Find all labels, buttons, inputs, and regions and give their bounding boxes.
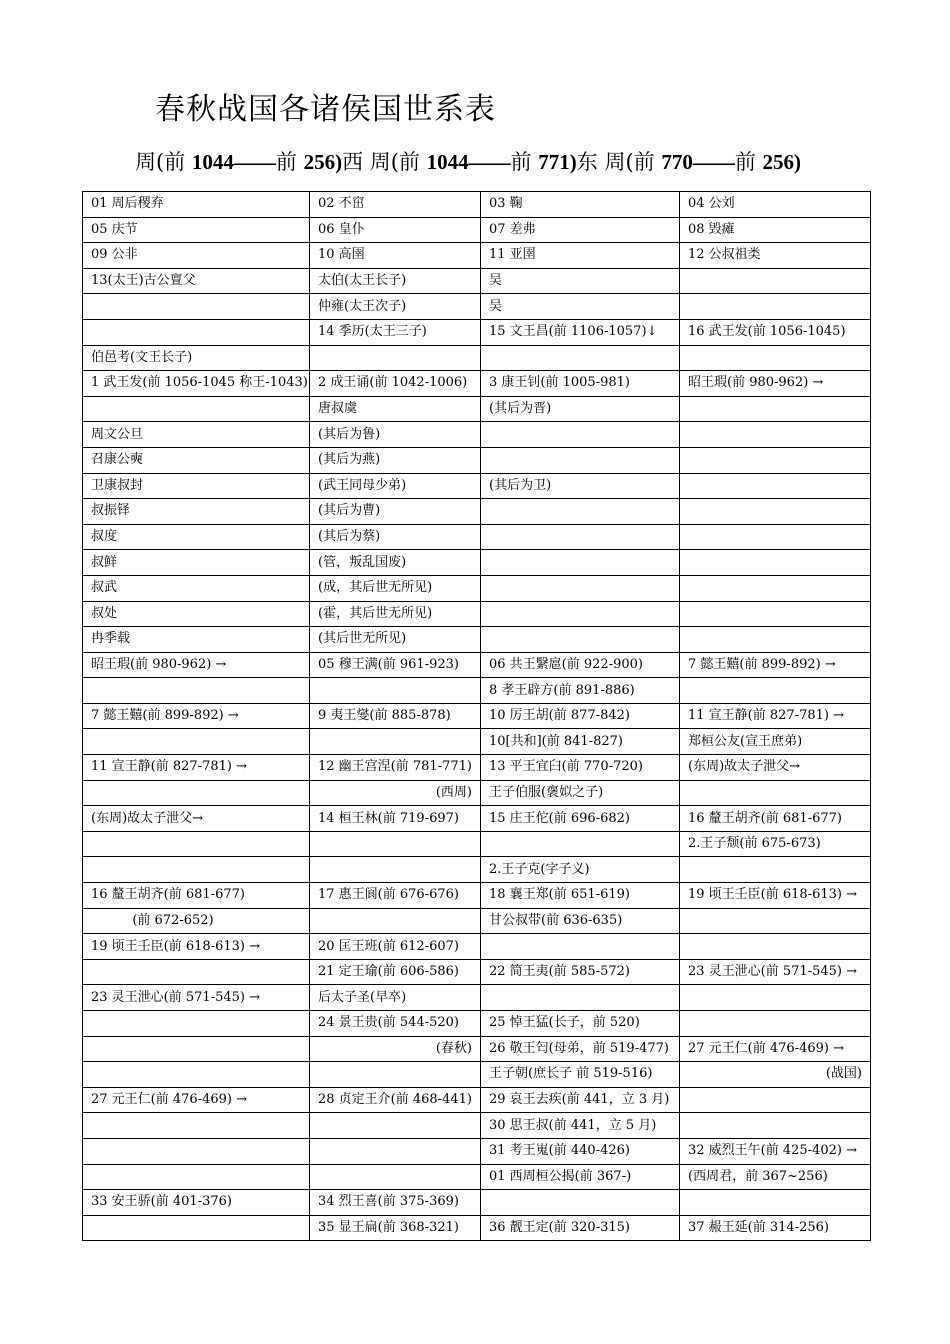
subtitle-part: 1044—— (426, 150, 511, 174)
table-cell (481, 1190, 680, 1216)
table-cell: 周文公旦 (83, 422, 310, 448)
subtitle-part: 周(前 (135, 150, 192, 174)
table-row (83, 1036, 871, 1062)
table-row (83, 883, 871, 909)
table-cell (83, 678, 310, 704)
table-cell: 昭王瑕(前 980-962) → (83, 652, 310, 678)
table-cell: 25 悼王猛(长子，前 520) (481, 1011, 680, 1037)
table-cell (83, 1215, 310, 1241)
table-cell: 11 宣王静(前 827-781) → (83, 755, 310, 781)
table-cell: 23 灵王泄心(前 571-545) → (680, 959, 871, 985)
table-cell (680, 1087, 871, 1113)
table-cell: 06 皇仆 (310, 217, 481, 243)
table-cell (310, 1164, 481, 1190)
table-cell: 28 贞定王介(前 468-441) (310, 1087, 481, 1113)
table-cell: 01 周后稷弃 (83, 192, 310, 218)
table-cell (83, 294, 310, 320)
table-cell (310, 1062, 481, 1088)
table-row (83, 1138, 871, 1164)
table-cell (481, 627, 680, 653)
table-cell: 王子伯服(褒姒之子) (481, 780, 680, 806)
table-row (83, 652, 871, 678)
table-cell (83, 319, 310, 345)
table-row (83, 524, 871, 550)
table-cell (680, 524, 871, 550)
table-cell: 太伯(太王长子) (310, 268, 481, 294)
table-row (83, 908, 871, 934)
table-cell (481, 524, 680, 550)
table-cell: (其后为蔡) (310, 524, 481, 550)
table-cell (680, 1011, 871, 1037)
table-cell (481, 499, 680, 525)
table-cell: (霍，其后世无所见) (310, 601, 481, 627)
table-cell (680, 627, 871, 653)
table-cell (310, 1113, 481, 1139)
table-cell: 昭王瑕(前 980-962) → (680, 371, 871, 397)
table-cell: 36 靓王定(前 320-315) (481, 1215, 680, 1241)
table-cell: 9 夷王燮(前 885-878) (310, 703, 481, 729)
table-cell: 叔武 (83, 575, 310, 601)
table-row (83, 243, 871, 269)
table-cell (310, 345, 481, 371)
table-cell (481, 447, 680, 473)
table-cell: 16 武王发(前 1056-1045) (680, 319, 871, 345)
table-cell: 15 庄王佗(前 696-682) (481, 806, 680, 832)
table-cell (680, 294, 871, 320)
table-row (83, 1164, 871, 1190)
table-cell (680, 934, 871, 960)
table-cell: 7 懿王囏(前 899-892) → (680, 652, 871, 678)
table-cell (83, 1036, 310, 1062)
table-cell: 王子朝(庶长子 前 519-516) (481, 1062, 680, 1088)
table-cell: 07 差弗 (481, 217, 680, 243)
table-cell: 唐叔虞 (310, 396, 481, 422)
table-cell (680, 985, 871, 1011)
table-cell: (管，叛乱国废) (310, 550, 481, 576)
table-cell: (其后为卫) (481, 473, 680, 499)
page-subtitle (135, 146, 801, 176)
subtitle-part: 1044—— (191, 150, 276, 174)
table-row (83, 703, 871, 729)
table-row (83, 857, 871, 883)
table-cell: 04 公刘 (680, 192, 871, 218)
table-cell: (东周)故太子泄父→ (83, 806, 310, 832)
table-cell (680, 396, 871, 422)
table-row (83, 473, 871, 499)
table-cell (481, 422, 680, 448)
table-cell (310, 729, 481, 755)
table-cell (481, 985, 680, 1011)
table-row (83, 396, 871, 422)
table-cell (680, 780, 871, 806)
table-cell: (春秋) (310, 1036, 481, 1062)
table-cell (83, 1164, 310, 1190)
table-cell: 21 定王瑜(前 606-586) (310, 959, 481, 985)
table-row (83, 371, 871, 397)
table-cell: 10[共和](前 841-827) (481, 729, 680, 755)
table-row (83, 601, 871, 627)
table-cell (310, 908, 481, 934)
table-cell (481, 575, 680, 601)
table-row (83, 1011, 871, 1037)
subtitle-part: 256) (303, 150, 343, 174)
subtitle-part: 771) (538, 150, 577, 174)
table-row (83, 959, 871, 985)
table-cell: (其后为曹) (310, 499, 481, 525)
table-cell: 吴 (481, 268, 680, 294)
table-row (83, 1087, 871, 1113)
table-cell: 2 成王诵(前 1042-1006) (310, 371, 481, 397)
subtitle-part: 770—— (661, 150, 735, 174)
table-cell (83, 959, 310, 985)
table-cell: 15 文王昌(前 1106-1057)↓ (481, 319, 680, 345)
table-cell: (战国) (680, 1062, 871, 1088)
table-row (83, 550, 871, 576)
table-cell: 10 厉王胡(前 877-842) (481, 703, 680, 729)
table-cell: 29 哀王去疾(前 441，立 3 月) (481, 1087, 680, 1113)
table-row (83, 217, 871, 243)
table-cell: (西周) (310, 780, 481, 806)
table-cell: 叔处 (83, 601, 310, 627)
table-cell: (其后世无所见) (310, 627, 481, 653)
table-cell: 26 敬王匄(母弟，前 519-477) (481, 1036, 680, 1062)
table-cell (680, 422, 871, 448)
table-cell: 02 不窋 (310, 192, 481, 218)
table-cell: 27 元王仁(前 476-469) → (83, 1087, 310, 1113)
table-row (83, 678, 871, 704)
table-row (83, 627, 871, 653)
table-cell: 31 考王嵬(前 440-426) (481, 1138, 680, 1164)
subtitle-part: 西 周(前 (342, 150, 427, 174)
table-cell: 19 顷王壬臣(前 618-613) → (83, 934, 310, 960)
table-cell (680, 447, 871, 473)
table-row (83, 755, 871, 781)
table-cell: 甘公叔带(前 636-635) (481, 908, 680, 934)
table-cell: 17 惠王阆(前 676-676) (310, 883, 481, 909)
table-cell: 16 釐王胡齐(前 681-677) (680, 806, 871, 832)
subtitle-part: 前 (510, 150, 539, 174)
table-cell: 仲雍(太王次子) (310, 294, 481, 320)
table-cell (481, 601, 680, 627)
table-cell: 冉季载 (83, 627, 310, 653)
table-cell (481, 345, 680, 371)
table-row (83, 1190, 871, 1216)
table-cell: 32 威烈王午(前 425-402) → (680, 1138, 871, 1164)
table-cell (310, 857, 481, 883)
subtitle-part: 256) (762, 150, 802, 174)
table-cell: 14 桓王林(前 719-697) (310, 806, 481, 832)
table-cell: 11 宣王静(前 827-781) → (680, 703, 871, 729)
table-cell: 22 简王夷(前 585-572) (481, 959, 680, 985)
table-cell: 11 亚圉 (481, 243, 680, 269)
table-cell (83, 1138, 310, 1164)
table-body (83, 192, 871, 1241)
table-cell: 13 平王宜臼(前 770-720) (481, 755, 680, 781)
table-cell: (其后为晋) (481, 396, 680, 422)
table-cell (310, 1138, 481, 1164)
table-cell (310, 678, 481, 704)
table-cell (680, 908, 871, 934)
table-row (83, 294, 871, 320)
table-row (83, 831, 871, 857)
table-cell (680, 575, 871, 601)
table-cell (680, 678, 871, 704)
table-cell: 叔振铎 (83, 499, 310, 525)
table-cell: 27 元王仁(前 476-469) → (680, 1036, 871, 1062)
table-cell: 叔鲜 (83, 550, 310, 576)
table-cell (680, 268, 871, 294)
genealogy-table (82, 191, 871, 1241)
table-cell: 14 季历(太王三子) (310, 319, 481, 345)
table-cell: (前 672-652) (83, 908, 310, 934)
table-cell: 后太子圣(早卒) (310, 985, 481, 1011)
table-cell: 2.王子克(字子义) (481, 857, 680, 883)
table-cell: 1 武王发(前 1056-1045 称王-1043) (83, 371, 310, 397)
table-cell: 06 共王繄扈(前 922-900) (481, 652, 680, 678)
table-cell: 08 毁瘫 (680, 217, 871, 243)
table-row (83, 345, 871, 371)
table-cell (83, 729, 310, 755)
table-cell: 09 公非 (83, 243, 310, 269)
table-row (83, 1113, 871, 1139)
table-cell (481, 550, 680, 576)
table-cell: 05 穆王满(前 961-923) (310, 652, 481, 678)
table-cell: 05 庆节 (83, 217, 310, 243)
table-row (83, 422, 871, 448)
table-cell (83, 857, 310, 883)
subtitle-part: 前 (275, 150, 304, 174)
table-cell (83, 1011, 310, 1037)
table-cell: (其后为燕) (310, 447, 481, 473)
table-row (83, 1215, 871, 1241)
table-cell: (其后为鲁) (310, 422, 481, 448)
table-cell (83, 831, 310, 857)
table-cell: 33 安王骄(前 401-376) (83, 1190, 310, 1216)
table-cell: 3 康王钊(前 1005-981) (481, 371, 680, 397)
table-cell: 03 鞠 (481, 192, 680, 218)
subtitle-part: 东 周(前 (576, 150, 662, 174)
table-row (83, 192, 871, 218)
table-row (83, 806, 871, 832)
table-cell (83, 396, 310, 422)
table-cell: 吴 (481, 294, 680, 320)
table-cell: 12 幽王宫涅(前 781-771) (310, 755, 481, 781)
table-cell: 16 釐王胡齐(前 681-677) (83, 883, 310, 909)
table-row (83, 499, 871, 525)
subtitle-part: 前 (734, 150, 763, 174)
table-cell (310, 831, 481, 857)
table-cell: 召康公奭 (83, 447, 310, 473)
table-cell (680, 499, 871, 525)
table-cell (83, 1062, 310, 1088)
table-row (83, 319, 871, 345)
table-cell: 12 公叔祖类 (680, 243, 871, 269)
table-cell: 7 懿王囏(前 899-892) → (83, 703, 310, 729)
table-cell (680, 857, 871, 883)
table-cell (680, 473, 871, 499)
table-cell (481, 934, 680, 960)
page-title: 春秋战国各诸侯国世系表 (155, 92, 496, 127)
table-cell: 叔度 (83, 524, 310, 550)
table-cell: 23 灵王泄心(前 571-545) → (83, 985, 310, 1011)
table-cell (680, 1113, 871, 1139)
table-row (83, 934, 871, 960)
table-cell: (武王同母少弟) (310, 473, 481, 499)
table-cell: 2.王子颓(前 675-673) (680, 831, 871, 857)
table-cell: 01 西周桓公揭(前 367-) (481, 1164, 680, 1190)
table-cell (680, 345, 871, 371)
table-cell (481, 831, 680, 857)
table-cell: 20 匡王班(前 612-607) (310, 934, 481, 960)
table-cell: 卫康叔封 (83, 473, 310, 499)
table-cell: 伯邑考(文王长子) (83, 345, 310, 371)
table-cell: 30 思王叔(前 441，立 5 月) (481, 1113, 680, 1139)
table-row (83, 575, 871, 601)
table-cell: 郑桓公友(宣王庶弟) (680, 729, 871, 755)
table-cell (680, 550, 871, 576)
table-cell: 8 孝王辟方(前 891-886) (481, 678, 680, 704)
table-cell (83, 780, 310, 806)
table-cell (680, 601, 871, 627)
table-row (83, 1062, 871, 1088)
table-cell: 10 高圉 (310, 243, 481, 269)
table-cell: 37 赧王延(前 314-256) (680, 1215, 871, 1241)
table-row (83, 780, 871, 806)
table-cell: 19 顷王壬臣(前 618-613) → (680, 883, 871, 909)
table-row (83, 447, 871, 473)
table-cell: (西周君，前 367~256) (680, 1164, 871, 1190)
table-row (83, 985, 871, 1011)
table-row (83, 729, 871, 755)
table-cell: 35 显王扁(前 368-321) (310, 1215, 481, 1241)
table-cell (680, 1190, 871, 1216)
table-cell (83, 1113, 310, 1139)
table-cell: 13(太王)古公亶父 (83, 268, 310, 294)
table-cell: 34 烈王喜(前 375-369) (310, 1190, 481, 1216)
table-cell: (东周)故太子泄父→ (680, 755, 871, 781)
table-cell: 24 景王贵(前 544-520) (310, 1011, 481, 1037)
table-cell: 18 襄王郑(前 651-619) (481, 883, 680, 909)
table-cell: (成，其后世无所见) (310, 575, 481, 601)
table-row (83, 268, 871, 294)
